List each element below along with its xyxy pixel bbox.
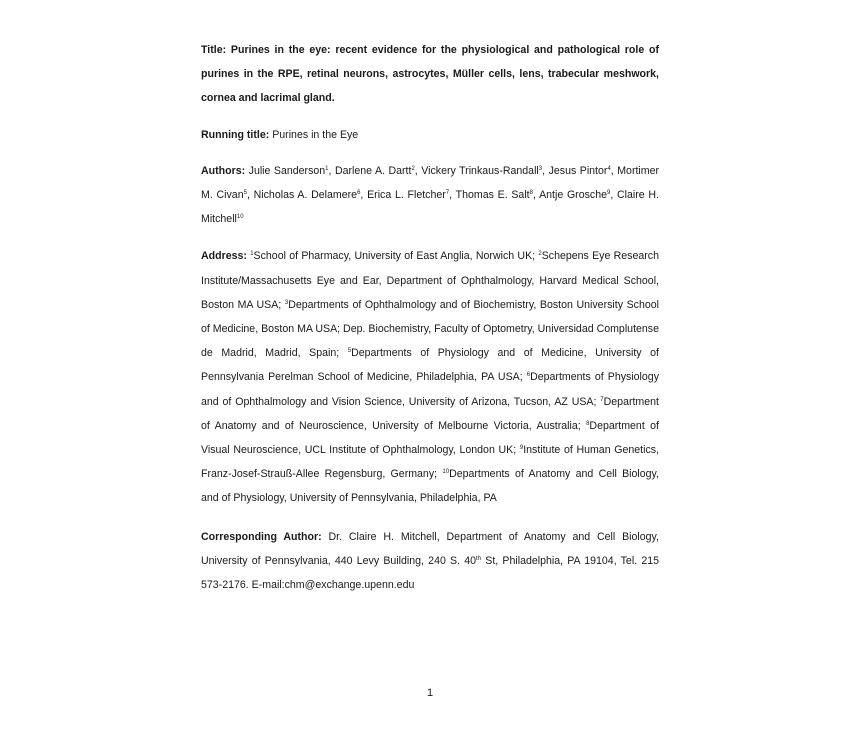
corresponding-author-contact: St, Philadelphia, PA 19104, Tel. 215 573-2176. E-mail:chm@exchange.upenn.edu: [201, 554, 659, 592]
running-title-block: [201, 123, 659, 147]
affiliation-superscript: 6: [357, 190, 361, 197]
affiliation-superscript: 3: [284, 299, 289, 306]
page-number: 1: [426, 687, 434, 699]
affiliation-superscript: 7: [445, 190, 450, 197]
corresponding-author-block: [201, 525, 659, 598]
author-name-text: Darlene A. Dartt: [334, 164, 412, 177]
affiliation-superscript: 2: [411, 165, 415, 172]
affiliation-superscript: 7: [600, 396, 604, 403]
author-name-text: Erica L. Fletcher: [367, 189, 446, 202]
title-text: Purines in the eye: recent evidence for the physiological and pathological role of purines in the RPE, retinal neurons, astrocytes, Müller cells, lens, trabecular meshwork, cornea and lacrimal gland.: [201, 44, 659, 105]
affiliation-superscript: 6: [526, 372, 531, 379]
address-block: [201, 244, 659, 510]
running-title-text: Purines in the Eye: [272, 128, 359, 141]
running-title-label: Running title:: [201, 128, 270, 141]
affiliation-superscript: 10: [236, 214, 244, 221]
affiliation-superscript: 2: [538, 251, 542, 258]
author-list: Julie Sanderson$^1$, Darlene A. Dartt$^2$, Vickery Trinkaus-Randall$^3$, Jesus Pintor$^4$, Mortimer M. Civan$^5$, Nicholas A. Delamere$^6$, Erica L. Fletcher$^7$, Thomas E. Salt$^8$, Antje Grosche$^9$, Claire H. Mitchell$^{10}$: [201, 164, 660, 226]
authors-block: [201, 159, 659, 232]
author-name-text: Thomas E. Salt: [455, 189, 530, 202]
affiliation-superscript: 4: [607, 165, 611, 172]
author-name: [367, 189, 449, 201]
author-name-text: Jesus Pintor: [548, 164, 608, 177]
author-name: [249, 165, 329, 177]
address-label: Address:: [201, 250, 247, 263]
title-label: Title:: [201, 44, 227, 56]
title-page-content: [201, 38, 659, 597]
affiliation-text: Departments of Physiology and of Ophthalmology and Vision Science, University of Arizona, Tucson, AZ USA;: [201, 371, 659, 408]
author-name-text: Vickery Trinkaus-Randall: [421, 164, 539, 177]
affiliation-superscript: 8: [586, 420, 590, 427]
affiliation-superscript: 3: [538, 165, 543, 172]
author-name: [421, 165, 542, 177]
author-name-text: Mortimer M. Civan: [201, 164, 660, 202]
corresponding-author-label: Corresponding Author:: [201, 530, 322, 543]
affiliation-text: School of Pharmacy, University of East Anglia, Norwich UK;: [253, 250, 536, 263]
affiliation-item: [250, 250, 535, 262]
affiliation-superscript: 9: [606, 190, 611, 197]
title-block: [201, 38, 659, 111]
author-name: [539, 189, 610, 201]
affiliation-superscript: 1: [250, 251, 254, 258]
corresponding-author-text: Dr. Claire H. Mitchell, Department of Anatomy and Cell Biology, University of Pennsylvania, 440 Levy Building, 240 S. 40: [201, 530, 659, 567]
affiliation-text: Institute of Human Genetics, Franz-Josef-Strauß-Allee Regensburg, Germany;: [201, 444, 660, 481]
affiliation-text: Departments of Anatomy and Cell Biology, and of Physiology, University of Pennsylvania, Philadelphia, PA: [201, 468, 660, 505]
authors-label: Authors:: [201, 164, 246, 177]
affiliation-superscript: 8: [529, 190, 533, 197]
affiliation-list: [201, 250, 659, 504]
author-name: [335, 165, 415, 177]
affiliation-superscript: 5: [243, 190, 247, 197]
affiliation-text: Departments of Physiology and of Medicine, University of Pennsylvania Perelman School of Medicine, Philadelphia, PA USA;: [201, 347, 659, 384]
author-name: [456, 189, 533, 201]
affiliation-superscript: 9: [519, 445, 524, 452]
author-name: [549, 165, 611, 177]
affiliation-text: Departments of Ophthalmology and of Biochemistry, Boston University School of Medicine, Boston MA USA; Dep. Biochemistry, Faculty of Optometry, Universidad Complutense de Madrid, Madrid, Spain;: [201, 298, 659, 360]
affiliation-superscript: 10: [442, 469, 450, 476]
affiliation-text: Department of Anatomy and of Neuroscience, University of Melbourne Victoria, Australia;: [201, 395, 659, 432]
affiliation-text: Department of Visual Neuroscience, UCL Institute of Ophthalmology, London UK;: [201, 419, 659, 457]
affiliation-text: Schepens Eye Research Institute/Massachusetts Eye and Ear, Department of Ophthalmology, Harvard Medical School, Boston MA USA;: [201, 250, 659, 311]
author-name-text: Nicholas A. Delamere: [253, 189, 358, 202]
author-name-text: Antje Grosche: [539, 189, 607, 202]
affiliation-superscript: 1: [325, 165, 329, 172]
author-name: [254, 189, 361, 201]
ordinal-superscript: th: [476, 555, 482, 562]
author-name-text: Claire H. Mitchell: [201, 189, 660, 226]
author-name-text: Julie Sanderson: [248, 164, 326, 177]
affiliation-superscript: 5: [347, 348, 352, 355]
